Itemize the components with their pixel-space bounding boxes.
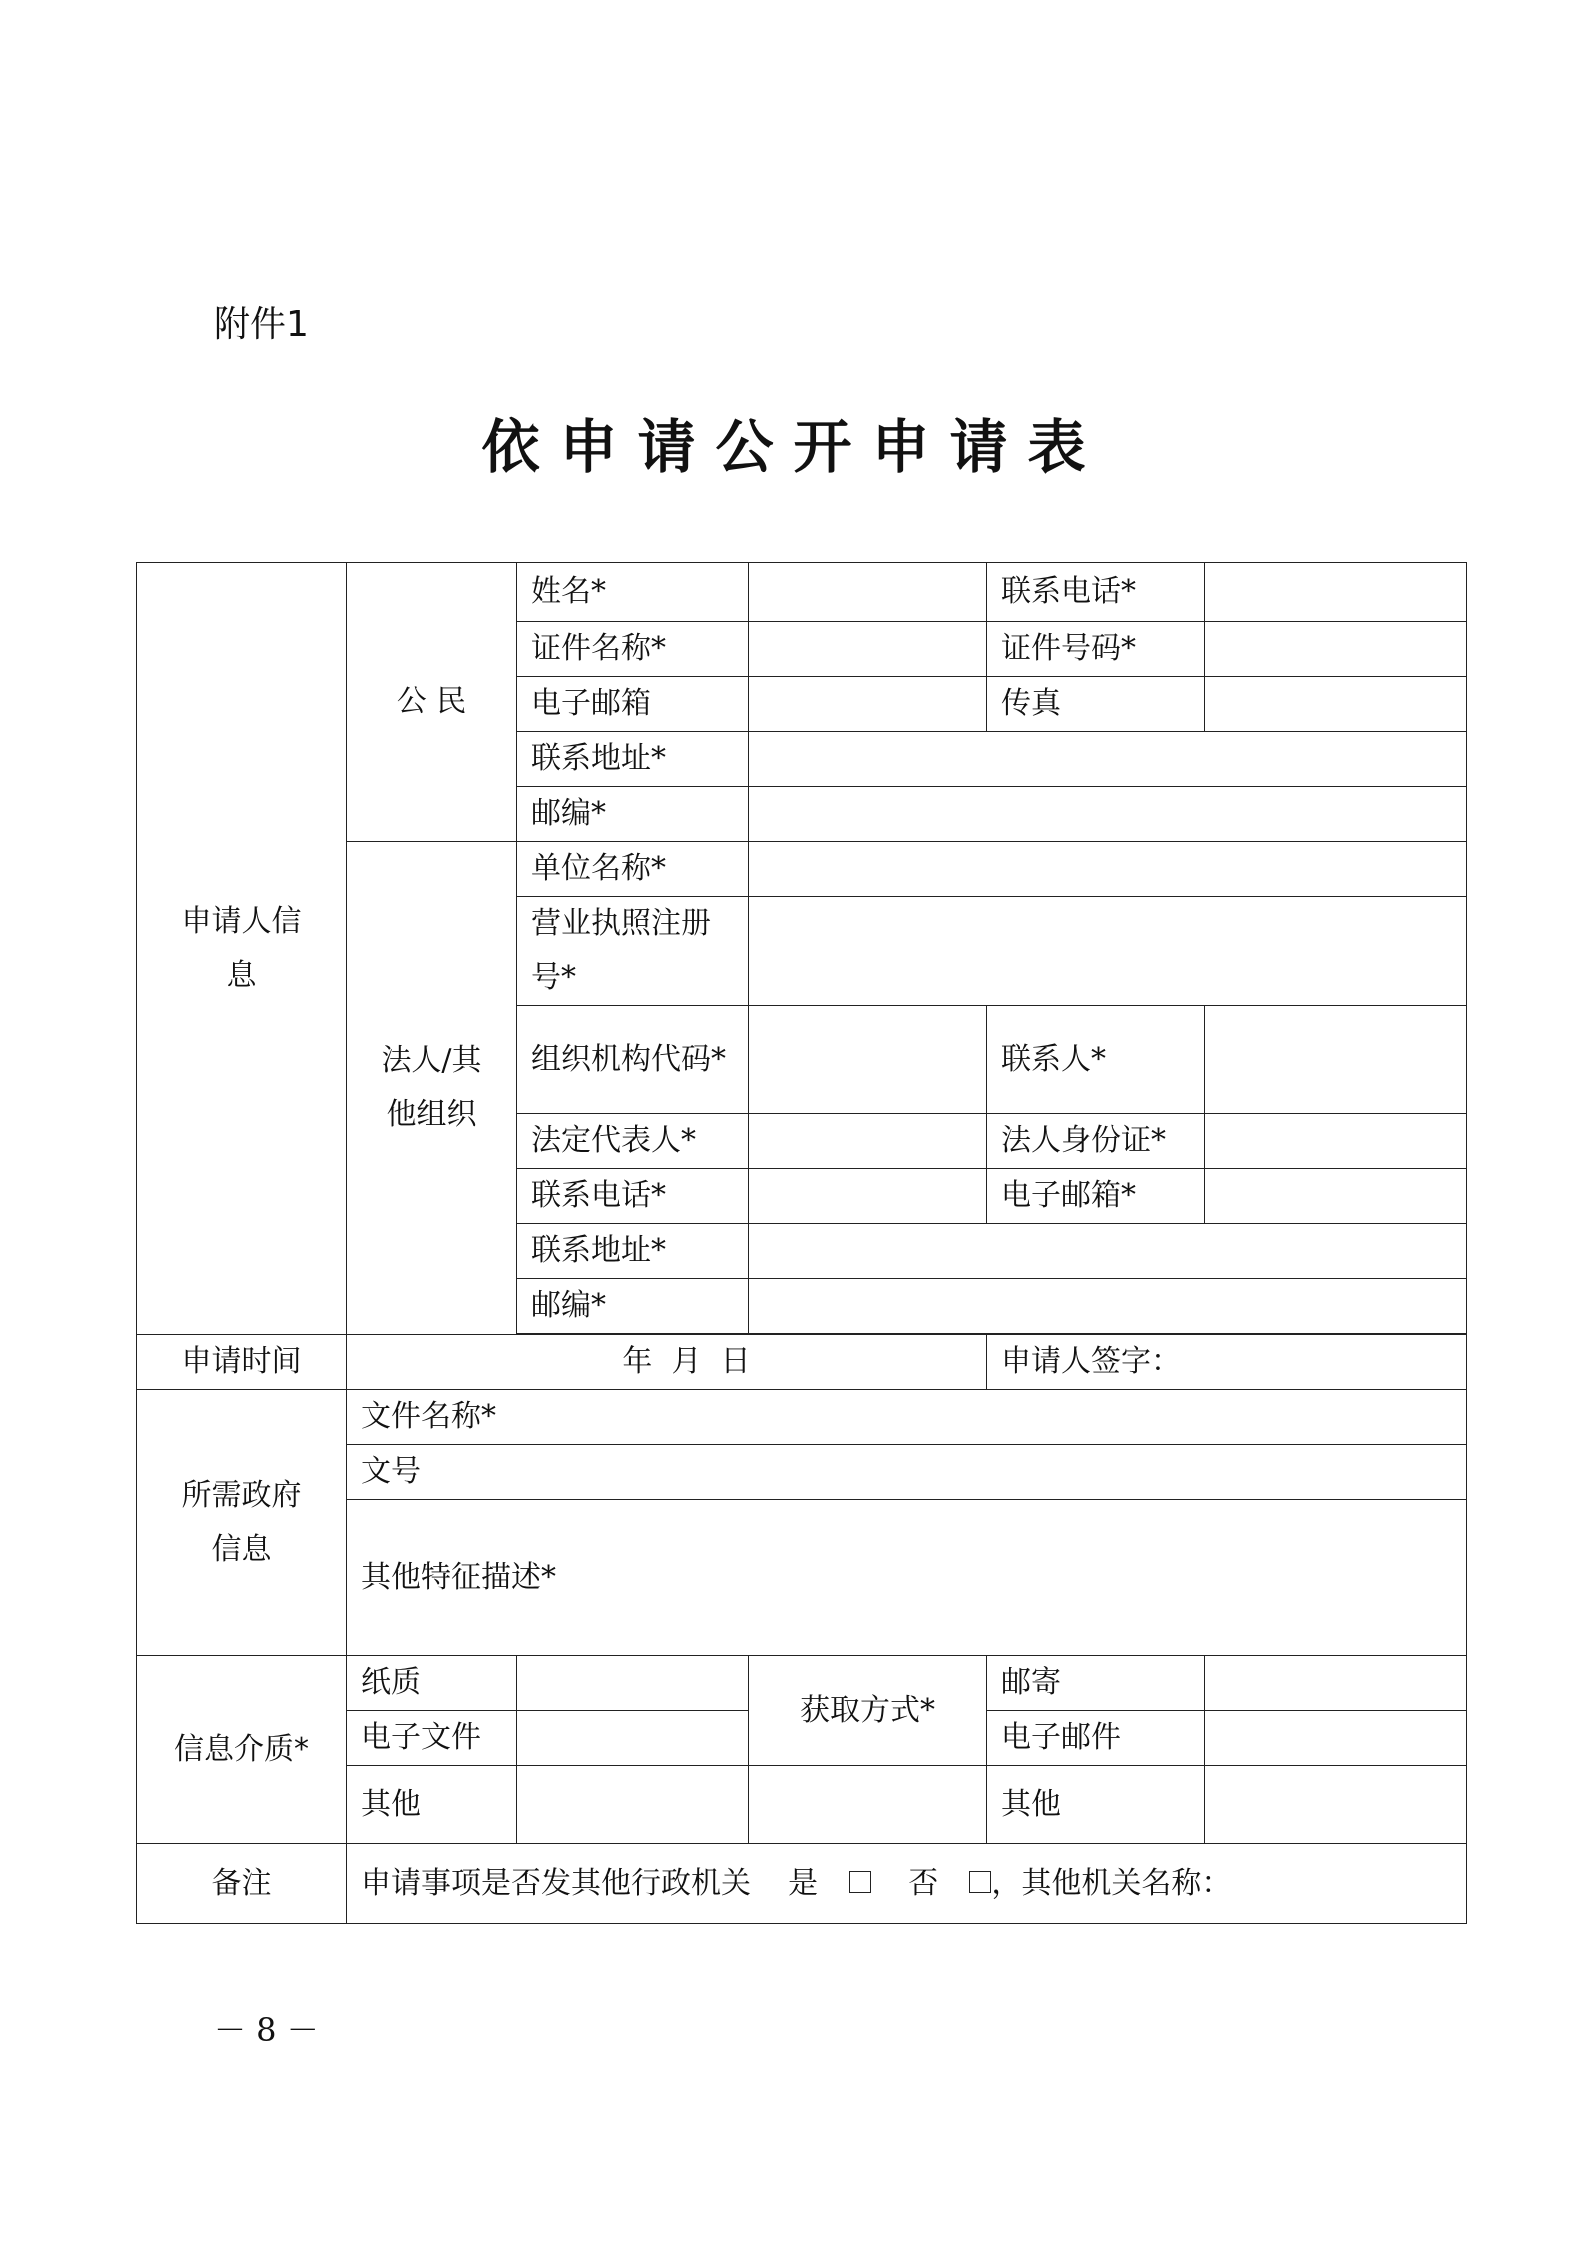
page-title: 依申请公开申请表 xyxy=(481,413,1106,481)
citizen-postcode-label: 邮编* xyxy=(517,787,749,842)
remarks-label: 备注 xyxy=(137,1844,347,1924)
obtain-method-label: 获取方式* xyxy=(749,1656,987,1766)
apply-time-label: 申请时间 xyxy=(137,1335,347,1390)
legal-id-label: 法人身份证* xyxy=(987,1114,1205,1169)
citizen-id-type-label: 证件名称* xyxy=(517,622,749,677)
citizen-id-type-field[interactable] xyxy=(749,622,987,677)
mail-checkbox-cell[interactable] xyxy=(1205,1656,1467,1711)
citizen-phone-field[interactable] xyxy=(1205,563,1467,622)
other-method-label: 其他 xyxy=(987,1766,1205,1844)
remarks-yes-label: 是 xyxy=(788,1865,819,1901)
paper-checkbox-cell[interactable] xyxy=(517,1656,749,1711)
obtain-method-blank xyxy=(749,1766,987,1844)
org-label: 法人/其他组织 xyxy=(381,1043,482,1132)
remarks-question: 申请事项是否发其他行政机关 xyxy=(361,1865,751,1901)
gov-info-label: 所需政府信息 xyxy=(181,1477,302,1567)
doc-number-label: 文号 xyxy=(361,1454,421,1489)
license-no-label: 营业执照注册号* xyxy=(517,897,749,1006)
citizen-phone-label: 联系电话* xyxy=(987,563,1205,622)
citizen-postcode-field[interactable] xyxy=(749,787,1467,842)
org-section xyxy=(347,842,517,1335)
medium-section xyxy=(137,1656,347,1844)
org-postcode-label: 邮编* xyxy=(517,1279,749,1334)
other-method-checkbox-cell[interactable] xyxy=(1205,1766,1467,1844)
applicant-info-section xyxy=(137,563,347,1335)
no-checkbox[interactable] xyxy=(969,1871,991,1893)
citizen-id-number-label: 证件号码* xyxy=(987,622,1205,677)
email-method-checkbox-cell[interactable] xyxy=(1205,1711,1467,1766)
citizen-email-field[interactable] xyxy=(749,677,987,732)
apply-date[interactable] xyxy=(347,1335,987,1390)
doc-number-field[interactable] xyxy=(347,1445,1467,1500)
file-name-label: 文件名称* xyxy=(361,1399,496,1434)
yes-checkbox[interactable] xyxy=(849,1871,871,1893)
citizen-name-label: 姓名* xyxy=(517,563,749,622)
remarks-no-label: 否 xyxy=(908,1865,939,1901)
citizen-address-field[interactable] xyxy=(749,732,1467,787)
org-address-field[interactable] xyxy=(749,1224,1467,1279)
citizen-id-number-field[interactable] xyxy=(1205,622,1467,677)
remarks-tail: ，其他机关名称： xyxy=(991,1865,1232,1901)
org-name-field[interactable] xyxy=(749,842,1467,897)
description-field[interactable] xyxy=(347,1500,1467,1656)
apply-date-text: 年 月 日 xyxy=(622,1344,751,1379)
org-code-label: 组织机构代码* xyxy=(517,1006,749,1114)
org-address-label: 联系地址* xyxy=(517,1224,749,1279)
citizen-fax-field[interactable] xyxy=(1205,677,1467,732)
electronic-file-checkbox-cell[interactable] xyxy=(517,1711,749,1766)
gov-info-section xyxy=(137,1390,347,1656)
citizen-email-label: 电子邮箱 xyxy=(517,677,749,732)
citizen-address-label: 联系地址* xyxy=(517,732,749,787)
electronic-file-label: 电子文件 xyxy=(347,1711,517,1766)
description-label: 其他特征描述* xyxy=(361,1559,556,1595)
application-form-table xyxy=(136,562,1467,1924)
citizen-section xyxy=(347,563,517,842)
org-postcode-field[interactable] xyxy=(749,1279,1467,1334)
citizen-fax-label: 传真 xyxy=(987,677,1205,732)
license-no-field[interactable] xyxy=(749,897,1467,1006)
legal-rep-label: 法定代表人* xyxy=(517,1114,749,1169)
file-name-field[interactable] xyxy=(347,1390,1467,1445)
remarks-content xyxy=(347,1844,1467,1924)
org-email-label: 电子邮箱* xyxy=(987,1169,1205,1224)
org-name-label: 单位名称* xyxy=(517,842,749,897)
citizen-name-field[interactable] xyxy=(749,563,987,622)
applicant-info-label: 申请人信息 xyxy=(181,903,302,993)
org-phone-field[interactable] xyxy=(749,1169,987,1224)
page-number: － 8 － xyxy=(214,2011,319,2049)
applicant-signature[interactable] xyxy=(987,1335,1467,1390)
other-medium-label: 其他 xyxy=(347,1766,517,1844)
email-method-label: 电子邮件 xyxy=(987,1711,1205,1766)
medium-label: 信息介质* xyxy=(174,1731,309,1767)
legal-rep-field[interactable] xyxy=(749,1114,987,1169)
org-contact-label: 联系人* xyxy=(987,1006,1205,1114)
org-email-field[interactable] xyxy=(1205,1169,1467,1224)
citizen-label: 公 民 xyxy=(396,684,467,719)
org-contact-field[interactable] xyxy=(1205,1006,1467,1114)
org-code-field[interactable] xyxy=(749,1006,987,1114)
org-phone-label: 联系电话* xyxy=(517,1169,749,1224)
legal-id-field[interactable] xyxy=(1205,1114,1467,1169)
paper-label: 纸质 xyxy=(347,1656,517,1711)
applicant-signature-label: 申请人签字： xyxy=(1001,1344,1181,1379)
mail-label: 邮寄 xyxy=(987,1656,1205,1711)
attachment-label: 附件1 xyxy=(214,304,309,345)
other-medium-checkbox-cell[interactable] xyxy=(517,1766,749,1844)
